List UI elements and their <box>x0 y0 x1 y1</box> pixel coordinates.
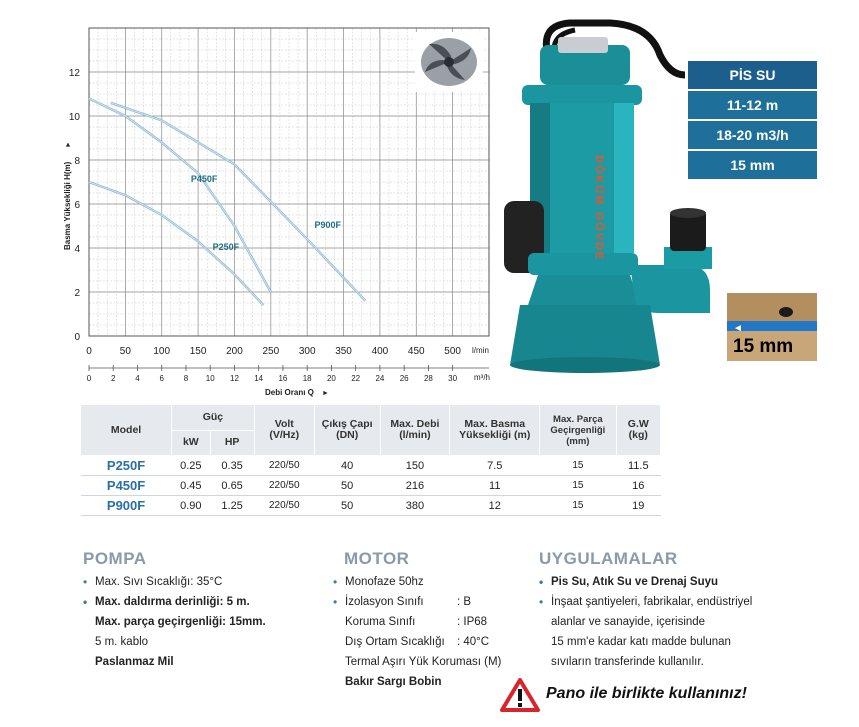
y-tick-label: 2 <box>74 288 80 299</box>
cell-particle: 15 <box>540 476 616 496</box>
x-tick-label-m3h: 14 <box>254 374 264 383</box>
info-flow: 18-20 m3/h <box>688 121 817 149</box>
list-item: • Max. Sıvı Sıcaklığı: 35°C <box>83 572 266 592</box>
x-tick-label: 450 <box>407 346 425 357</box>
warning-text: Pano ile birlikte kullanınız! <box>546 685 747 702</box>
x-axis-arrow: ► <box>322 390 329 397</box>
cell-particle: 15 <box>540 456 616 476</box>
list-item: alanlar ve sanayide, içerisinde <box>551 616 706 628</box>
y-tick-label: 8 <box>74 156 80 167</box>
cell-gw: 19 <box>616 496 660 516</box>
x-tick-label-m3h: 26 <box>399 374 409 383</box>
spec-table <box>80 404 661 516</box>
series-labels <box>191 174 342 252</box>
list-item: 5 m. kablo <box>95 636 149 648</box>
list-item: sıvıların transferinde kullanılır. <box>551 656 704 668</box>
x-tick-label: 0 <box>86 346 92 357</box>
x-axis-ticks-m3h <box>87 365 489 383</box>
x-axis-label: Debi Oranı Q <box>265 388 314 397</box>
x-tick-label: 50 <box>119 346 131 357</box>
uygulamalar-title: UYGULAMALAR <box>539 549 678 568</box>
series-label: P900F <box>314 220 341 231</box>
list-item: • Max. daldırma derinliği: 5 m. <box>83 592 266 612</box>
list-item: • İnşaat şantiyeleri, fabrikalar, endüstriyel <box>539 592 752 612</box>
series-label: P450F <box>190 174 218 184</box>
list-item: Koruma Sınıfı : IP68 <box>345 616 488 628</box>
cell-head: 7.5 <box>450 456 540 476</box>
table-row <box>81 476 661 496</box>
list-item: Paslanmaz Mil <box>95 656 174 668</box>
cell-kw: 0.90 <box>172 496 210 516</box>
cell-model: P900F <box>81 496 172 516</box>
motor-list <box>333 572 501 692</box>
x-tick-label: 150 <box>189 346 207 357</box>
x-tick-label-m3h: 10 <box>205 374 215 383</box>
y-tick-label: 6 <box>74 200 80 211</box>
cell-hp: 0.35 <box>210 456 254 476</box>
pompa-list <box>83 572 266 672</box>
particle-size-label: 15 mm <box>733 336 794 357</box>
list-item: Bakır Sargı Bobin <box>345 676 442 688</box>
cell-outlet: 40 <box>314 456 380 476</box>
x-axis-ticks-lmin <box>86 346 461 357</box>
pompa-title: POMPA <box>83 549 147 568</box>
uygulamalar-list <box>539 572 752 672</box>
cell-volt: 220/50 <box>254 496 314 516</box>
cell-outlet: 50 <box>314 496 380 516</box>
list-item: • Pis Su, Atık Su ve Drenaj Suyu <box>539 572 752 592</box>
list-item: Max. parça geçirgenliği: 15mm. <box>95 616 266 628</box>
x-tick-label: 100 <box>153 346 171 357</box>
x-tick-label: 200 <box>226 346 243 357</box>
cell-model: P450F <box>81 476 172 496</box>
y-tick-label: 4 <box>74 244 80 255</box>
x-unit-m3h: m³/h <box>474 373 490 382</box>
body-label: DÖKÜM GÖVDE <box>593 155 605 262</box>
th-volt: Volt (V/Hz) <box>254 405 314 456</box>
x-tick-label-m3h: 0 <box>86 374 92 383</box>
chart-series <box>89 98 365 305</box>
table-row <box>81 456 661 476</box>
cell-head: 11 <box>450 476 540 496</box>
table-row <box>81 496 661 516</box>
arrow-icon: ◄ <box>733 323 743 334</box>
x-tick-label-m3h: 8 <box>183 374 189 383</box>
warning-icon <box>500 678 540 712</box>
warning-banner <box>500 678 800 714</box>
th-outlet: Çıkış Çapı (DN) <box>314 405 380 456</box>
list-item: • İzolasyon Sınıfı : B <box>333 592 501 612</box>
series-label: P250F <box>212 242 240 253</box>
th-power: Güç <box>172 405 255 431</box>
cell-hp: 1.25 <box>210 496 254 516</box>
cell-kw: 0.45 <box>172 476 210 496</box>
th-gw: G.W (kg) <box>616 405 660 456</box>
y-tick-label: 12 <box>68 68 80 79</box>
th-model: Model <box>81 405 172 456</box>
x-tick-label: 350 <box>335 346 352 357</box>
motor-title: MOTOR <box>344 549 410 568</box>
y-tick-label: 0 <box>74 332 80 343</box>
list-item: 15 mm'e kadar katı madde bulunan <box>551 636 731 648</box>
cell-volt: 220/50 <box>254 476 314 496</box>
cell-head: 12 <box>450 496 540 516</box>
x-tick-label: 400 <box>371 346 389 357</box>
th-max-flow: Max. Debi (l/min) <box>380 405 450 456</box>
x-tick-label: 250 <box>262 346 280 357</box>
x-tick-label-m3h: 22 <box>351 374 361 383</box>
cell-kw: 0.25 <box>172 456 210 476</box>
cell-outlet: 50 <box>314 476 380 496</box>
x-tick-label: 300 <box>298 346 316 357</box>
particle-dot <box>779 307 793 317</box>
info-particle: 15 mm <box>688 151 817 179</box>
x-tick-label-m3h: 20 <box>326 374 336 383</box>
x-tick-label-m3h: 4 <box>135 374 140 383</box>
x-tick-label-m3h: 28 <box>423 374 433 383</box>
impeller-image <box>415 32 483 92</box>
x-tick-label-m3h: 16 <box>278 374 288 383</box>
cell-flow: 380 <box>380 496 450 516</box>
x-tick-label-m3h: 24 <box>375 374 385 383</box>
th-kw: kW <box>172 430 210 456</box>
list-item: Termal Aşırı Yük Koruması (M) <box>345 656 502 668</box>
cell-gw: 16 <box>616 476 660 496</box>
cell-model: P250F <box>81 456 172 476</box>
x-tick-label-m3h: 2 <box>111 374 116 383</box>
cell-flow: 216 <box>380 476 450 496</box>
x-tick-label-m3h: 6 <box>159 374 164 383</box>
x-unit-lmin: l/min <box>472 346 489 355</box>
cell-flow: 150 <box>380 456 450 476</box>
performance-chart <box>0 0 500 400</box>
x-tick-label-m3h: 18 <box>302 374 312 383</box>
cell-volt: 220/50 <box>254 456 314 476</box>
x-tick-label: 500 <box>444 346 461 357</box>
info-title: PİS SU <box>688 61 817 89</box>
x-tick-label-m3h: 30 <box>448 374 458 383</box>
y-axis-label: Basma Yüksekliği H(m) <box>63 161 72 250</box>
list-item: • Monofaze 50hz <box>333 572 501 592</box>
cell-gw: 11.5 <box>616 456 660 476</box>
y-axis-arrow: ► <box>65 141 72 148</box>
list-item: Dış Ortam Sıcaklığı : 40°C <box>345 636 490 648</box>
cell-hp: 0.65 <box>210 476 254 496</box>
x-tick-label-m3h: 12 <box>230 374 239 383</box>
y-tick-label: 10 <box>68 112 80 123</box>
th-hp: HP <box>210 430 254 456</box>
th-max-head: Max. Basma Yüksekliği (m) <box>450 405 540 456</box>
info-head: 11-12 m <box>688 91 817 119</box>
th-max-particle: Max. Parça Geçirgenliği (mm) <box>540 405 616 456</box>
cell-particle: 15 <box>540 496 616 516</box>
particle-inset <box>727 293 817 361</box>
